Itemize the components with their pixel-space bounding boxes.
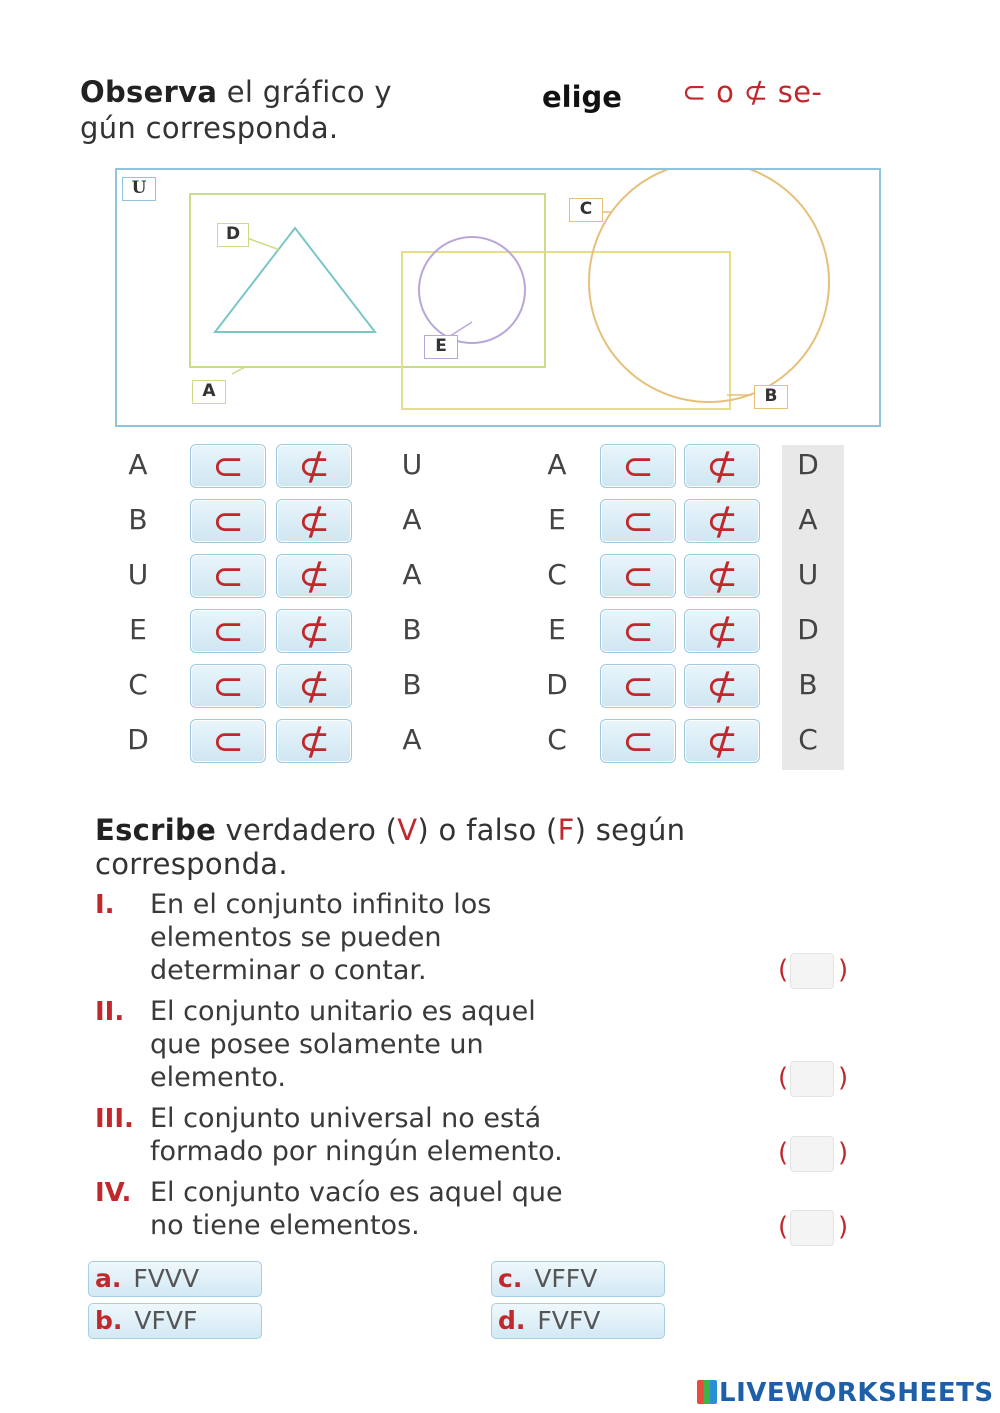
answer-paren-open: (	[778, 1138, 789, 1168]
not-subset-button[interactable]: ⊄	[276, 719, 352, 763]
set-left-letter: U	[127, 558, 149, 591]
set-right-letter: B	[402, 613, 422, 646]
instruction2-line-1: Escribe verdadero (V) o falso (F) según	[95, 813, 686, 847]
set-left-letter: E	[548, 613, 566, 646]
set-right-letter: D	[797, 448, 819, 481]
set-right-letter: D	[797, 613, 819, 646]
subset-button[interactable]: ⊂	[190, 499, 266, 543]
set-left-letter: C	[128, 668, 148, 701]
set-right-letter: B	[402, 668, 422, 701]
set-right-letter: A	[798, 503, 818, 536]
statement-3: El conjunto universal no está formado por ningún elemento.	[150, 1103, 563, 1167]
not-subset-button[interactable]: ⊄	[684, 664, 760, 708]
subset-button[interactable]: ⊂	[190, 609, 266, 653]
option-c[interactable]: c. VFFV	[491, 1261, 665, 1297]
answer-paren-close: )	[838, 1063, 849, 1093]
instruction-line-2: gún corresponda.	[80, 111, 339, 145]
not-subset-button[interactable]: ⊄	[684, 444, 760, 488]
not-subset-button[interactable]: ⊄	[684, 554, 760, 598]
subset-button[interactable]: ⊂	[190, 719, 266, 763]
set-left-letter: A	[547, 448, 567, 481]
set-right-letter: B	[798, 668, 818, 701]
statement-2-number: II.	[95, 997, 125, 1027]
set-right-letter: U	[797, 558, 819, 591]
not-subset-button[interactable]: ⊄	[276, 664, 352, 708]
option-a[interactable]: a. FVVV	[88, 1261, 262, 1297]
statement-3-number: III.	[95, 1104, 134, 1134]
instruction-bold-word: Observa	[80, 75, 218, 109]
set-left-letter: E	[548, 503, 566, 536]
label-e: E	[424, 335, 458, 359]
label-c: C	[569, 198, 603, 222]
label-a: A	[192, 380, 226, 404]
subset-button[interactable]: ⊂	[600, 554, 676, 598]
answer-paren-close: )	[838, 955, 849, 985]
set-left-letter: C	[547, 558, 567, 591]
set-right-letter: A	[402, 723, 422, 756]
not-subset-button[interactable]: ⊄	[684, 609, 760, 653]
set-b-rect	[402, 252, 730, 409]
label-d: D	[217, 223, 249, 247]
label-b: B	[754, 385, 788, 409]
not-subset-button[interactable]: ⊄	[276, 554, 352, 598]
instruction2-line-2: corresponda.	[95, 847, 288, 881]
answer-input-1[interactable]	[790, 953, 834, 989]
liveworksheets-logo: LIVEWORKSHEETS	[697, 1378, 994, 1408]
set-right-letter: A	[402, 558, 422, 591]
d-connector	[247, 238, 280, 250]
set-left-letter: E	[129, 613, 147, 646]
set-right-letter: U	[401, 448, 423, 481]
set-left-letter: A	[128, 448, 148, 481]
statement-1: En el conjunto infinito los elementos se pueden determinar o contar.	[150, 889, 492, 986]
venn-diagram	[115, 168, 881, 427]
subset-button[interactable]: ⊂	[190, 444, 266, 488]
instruction-line-1	[80, 74, 392, 110]
answer-input-4[interactable]	[790, 1210, 834, 1246]
answer-paren-open: (	[778, 1063, 789, 1093]
answer-paren-open: (	[778, 1212, 789, 1242]
set-right-letter: C	[798, 723, 818, 756]
subset-button[interactable]: ⊂	[600, 609, 676, 653]
subset-button[interactable]: ⊂	[600, 499, 676, 543]
not-subset-button[interactable]: ⊄	[276, 499, 352, 543]
option-d[interactable]: d. FVFV	[491, 1303, 665, 1339]
answer-column-shade	[782, 445, 844, 770]
statement-4: El conjunto vacío es aquel que no tiene elementos.	[150, 1177, 563, 1241]
subset-button[interactable]: ⊂	[600, 719, 676, 763]
set-left-letter: D	[127, 723, 149, 756]
option-b[interactable]: b. VFVF	[88, 1303, 262, 1339]
answer-input-3[interactable]	[790, 1136, 834, 1172]
a-connector	[232, 367, 245, 374]
elige-word: elige	[542, 80, 622, 114]
subset-button[interactable]: ⊂	[190, 664, 266, 708]
set-c-circle	[589, 170, 829, 402]
statement-4-number: IV.	[95, 1178, 132, 1208]
not-subset-button[interactable]: ⊄	[684, 499, 760, 543]
set-left-letter: C	[547, 723, 567, 756]
instruction-symbols: ⊂ o ⊄ se-	[682, 75, 823, 109]
answer-paren-close: )	[838, 1138, 849, 1168]
answer-paren-open: (	[778, 955, 789, 985]
instruction-text: el gráfico y	[217, 75, 392, 109]
subset-button[interactable]: ⊂	[600, 664, 676, 708]
set-a-rect	[190, 194, 545, 367]
label-u: U	[122, 177, 156, 201]
subset-button[interactable]: ⊂	[600, 444, 676, 488]
lws-icon	[697, 1380, 717, 1404]
set-right-letter: A	[402, 503, 422, 536]
answer-paren-close: )	[838, 1212, 849, 1242]
statement-2: El conjunto unitario es aquel que posee solamente un elemento.	[150, 996, 536, 1093]
set-left-letter: B	[128, 503, 148, 536]
not-subset-button[interactable]: ⊄	[276, 444, 352, 488]
answer-input-2[interactable]	[790, 1061, 834, 1097]
statement-1-number: I.	[95, 890, 115, 920]
subset-button[interactable]: ⊂	[190, 554, 266, 598]
set-left-letter: D	[546, 668, 568, 701]
not-subset-button[interactable]: ⊄	[276, 609, 352, 653]
not-subset-button[interactable]: ⊄	[684, 719, 760, 763]
